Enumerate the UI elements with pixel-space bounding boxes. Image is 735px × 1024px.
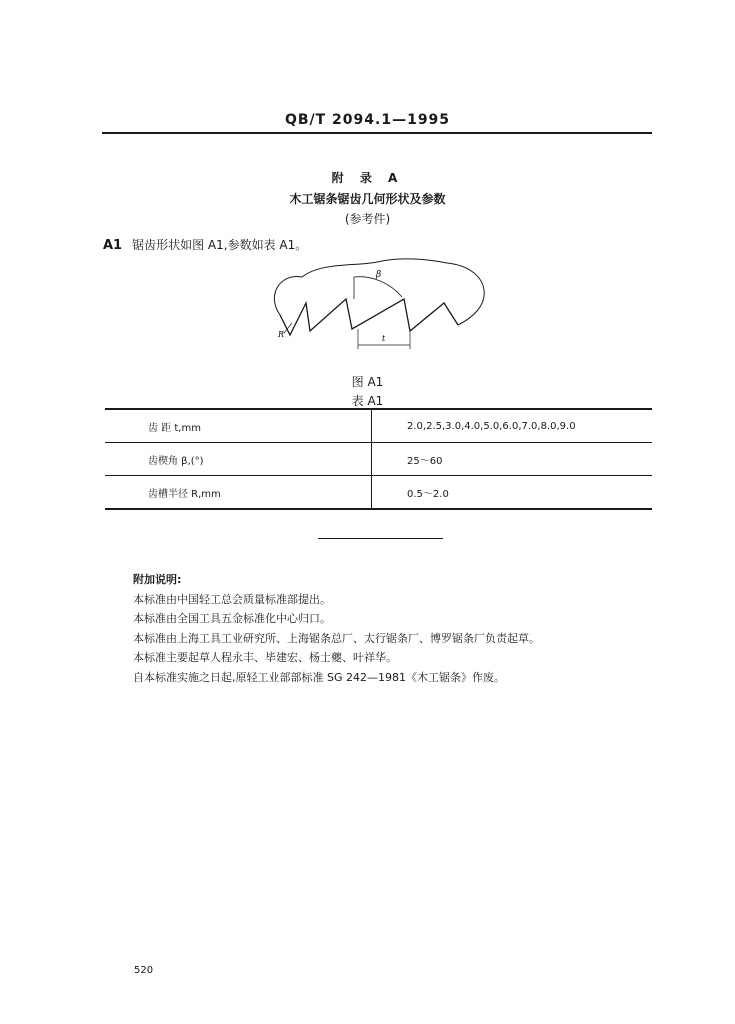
appendix-label: 附 录 A bbox=[331, 171, 404, 185]
note-line: 本标准由全国工具五金标准化中心归口。 bbox=[133, 612, 331, 625]
header-rule bbox=[102, 132, 652, 134]
additional-notes bbox=[133, 570, 540, 687]
appendix-title: 木工锯条锯齿几何形状及参数 bbox=[289, 192, 446, 206]
appendix-note: (参考件) bbox=[344, 212, 391, 226]
section-number: A1 bbox=[103, 238, 123, 253]
r-label: R bbox=[278, 330, 285, 339]
table-row bbox=[105, 476, 652, 510]
param-value: 0.5～2.0 bbox=[407, 488, 449, 500]
beta-label: β bbox=[376, 270, 382, 280]
param-name: 齿楔角 β,(°) bbox=[105, 443, 372, 476]
tooth-profile bbox=[280, 299, 458, 335]
param-value: 25～60 bbox=[407, 455, 443, 467]
saw-tooth-figure bbox=[262, 255, 492, 355]
section-text: 锯齿形状如图 A1,参数如表 A1。 bbox=[132, 238, 308, 252]
param-name: 齿 距 t,mm bbox=[105, 409, 372, 443]
standard-code: QB/T 2094.1—1995 bbox=[284, 112, 451, 128]
saw-blade-outline bbox=[274, 259, 484, 325]
end-rule bbox=[318, 538, 443, 539]
table-row bbox=[105, 443, 652, 476]
table-row bbox=[105, 409, 652, 443]
section-a1 bbox=[103, 236, 307, 253]
note-line: 自本标准实施之日起,原轻工业部部标准 SG 242—1981《木工锯条》作废。 bbox=[133, 670, 505, 684]
figure-caption: 图 A1 bbox=[351, 375, 384, 389]
param-value: 2.0,2.5,3.0,4.0,5.0,6.0,7.0,8.0,9.0 bbox=[407, 420, 576, 432]
t-label: t bbox=[382, 334, 386, 343]
table-caption: 表 A1 bbox=[351, 394, 384, 408]
note-line: 本标准主要起草人程永丰、毕建宏、杨士夔、叶祥华。 bbox=[133, 651, 397, 664]
param-name: 齿槽半径 R,mm bbox=[105, 476, 372, 510]
parameter-table bbox=[105, 408, 652, 510]
page-number: 520 bbox=[134, 965, 154, 976]
note-line: 本标准由上海工具工业研究所、上海锯条总厂、太行锯条厂、博罗锯条厂负责起草。 bbox=[133, 631, 540, 645]
notes-heading: 附加说明: bbox=[133, 573, 182, 586]
note-line: 本标准由中国轻工总会质量标准部提出。 bbox=[133, 592, 331, 606]
